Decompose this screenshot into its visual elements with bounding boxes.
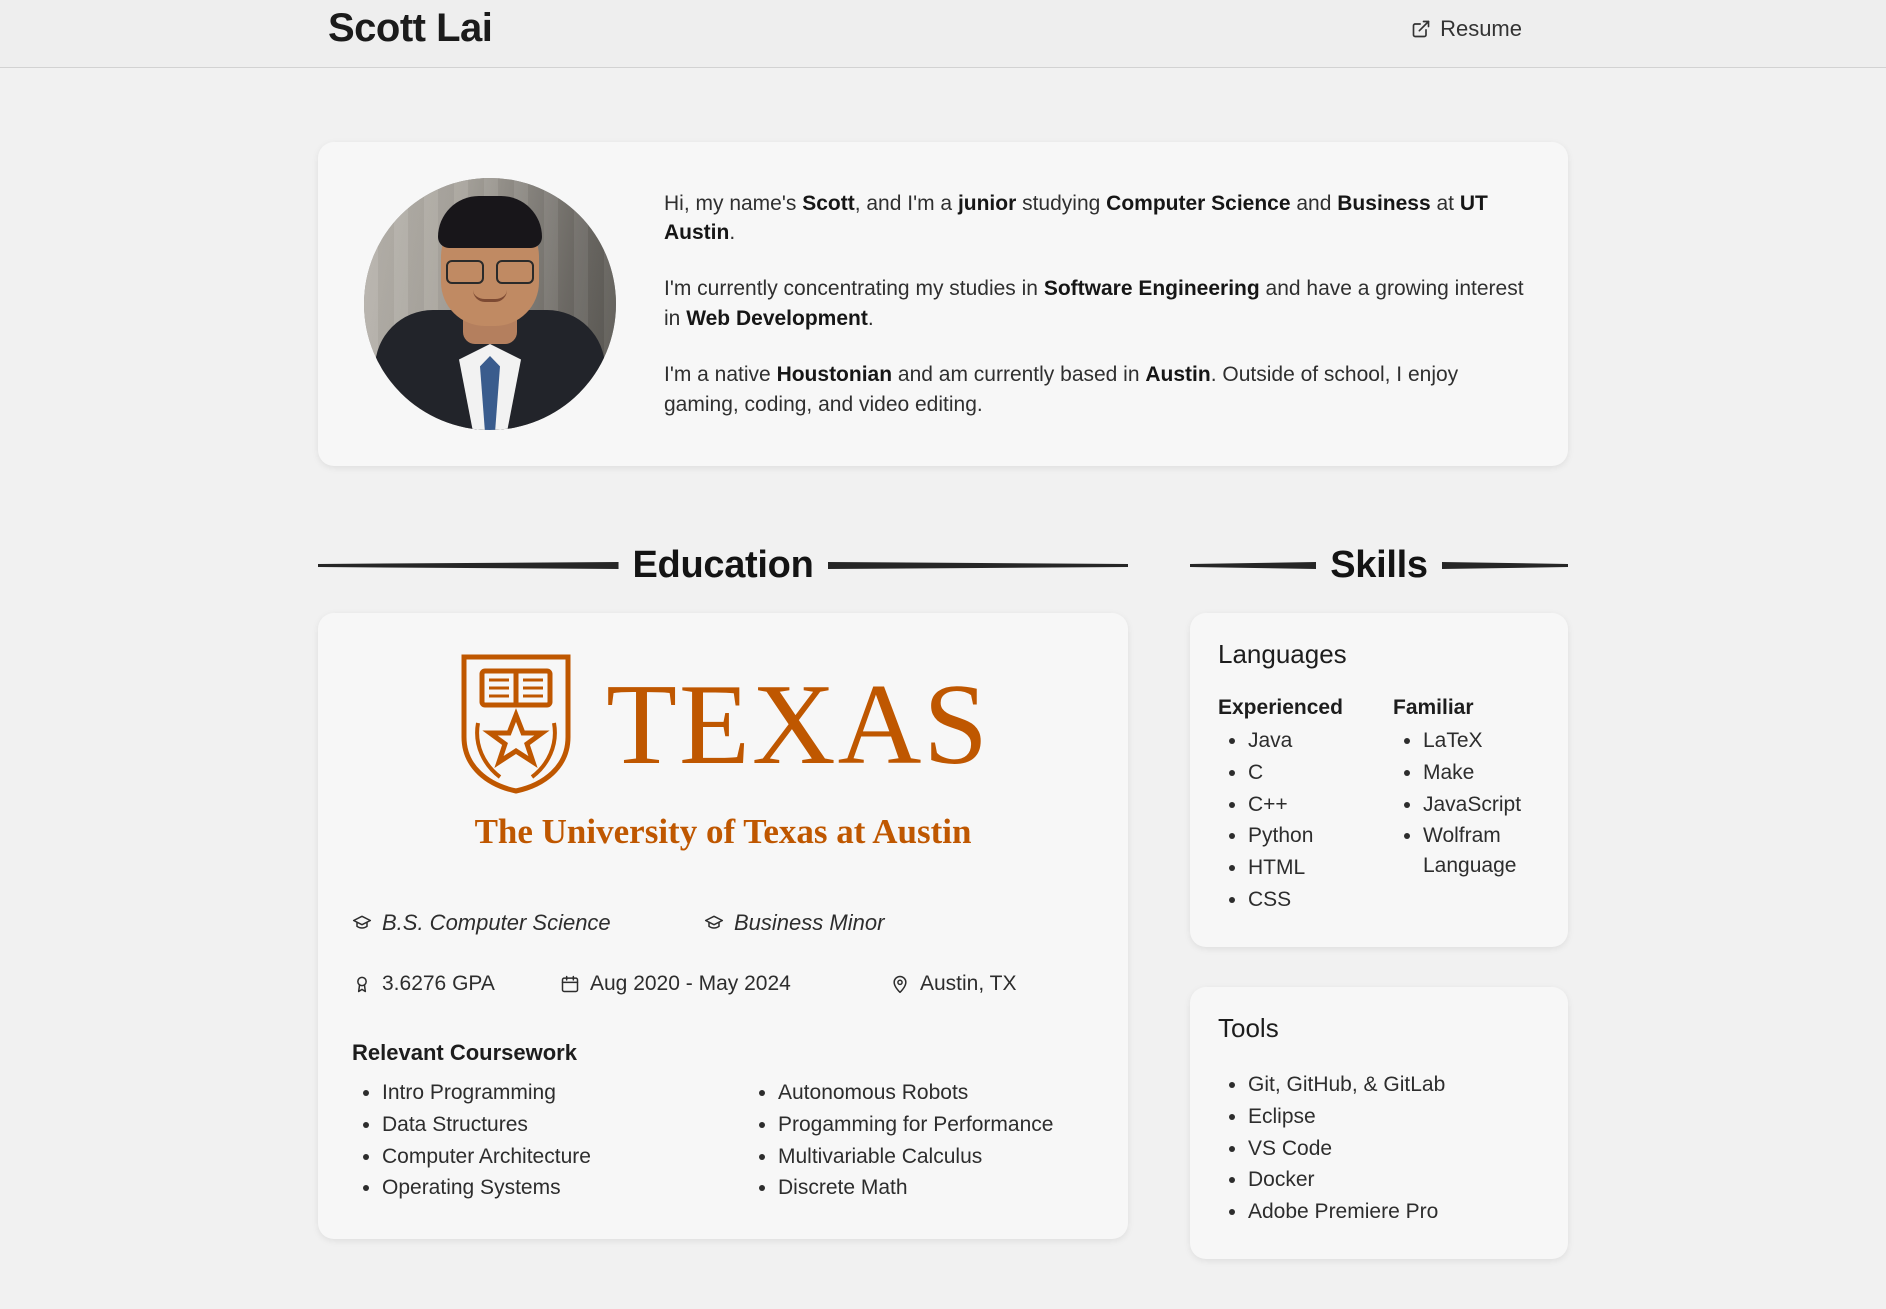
education-heading-text: Education	[632, 544, 814, 586]
tools-title: Tools	[1218, 1012, 1279, 1043]
familiar-title: Familiar	[1393, 696, 1474, 719]
education-meta-row	[352, 972, 1094, 996]
languages-familiar	[1393, 696, 1540, 917]
about-paragraph: I'm a native Houstonian and am currently based in Austin. Outside of school, I enjoy gaming, coding, and video editing.	[664, 362, 1459, 416]
gpa	[352, 972, 560, 996]
coursework-item: • Autonomous Robots	[778, 1078, 1078, 1108]
language-item: • CSS	[1248, 885, 1365, 915]
skills-column	[1190, 544, 1568, 1299]
about-paragraph: I'm currently concentrating my studies in Software Engineering and have a growing interest in Web Development.	[664, 277, 1524, 330]
gpa-label: 3.6276 GPA	[382, 972, 495, 995]
content-columns	[318, 544, 1568, 1299]
education-column	[318, 544, 1128, 1239]
language-item: • JavaScript	[1423, 790, 1540, 820]
languages-experienced	[1218, 696, 1365, 917]
coursework-item: • Intro Programming	[382, 1078, 682, 1108]
coursework-item: • Computer Architecture	[382, 1142, 682, 1172]
ut-shield-icon	[456, 649, 576, 802]
external-link-icon	[1411, 19, 1431, 39]
tools-card	[1190, 987, 1568, 1259]
tool-item: • Docker	[1248, 1165, 1540, 1195]
tool-item: • VS Code	[1248, 1134, 1540, 1164]
about-card	[318, 142, 1568, 466]
degree-major	[352, 910, 704, 936]
language-item: • HTML	[1248, 853, 1365, 883]
coursework-item: • Multivariable Calculus	[778, 1142, 1078, 1172]
calendar-icon	[560, 974, 580, 994]
tool-item: • Adobe Premiere Pro	[1248, 1197, 1540, 1227]
coursework-item: • Data Structures	[382, 1110, 682, 1140]
resume-link-label: Resume	[1440, 16, 1522, 41]
education-section-heading	[318, 544, 1128, 587]
ut-austin-logo	[352, 649, 1094, 802]
degree-major-label: B.S. Computer Science	[382, 910, 611, 935]
education-card	[318, 613, 1128, 1239]
page-title: Scott Lai	[328, 6, 493, 50]
tool-item: • Git, GitHub, & GitLab	[1248, 1070, 1540, 1100]
degree-minor	[704, 910, 884, 936]
coursework-item: • Progamming for Performance	[778, 1110, 1078, 1140]
language-item: • C++	[1248, 790, 1365, 820]
school-subtitle: The University of Texas at Austin	[474, 812, 972, 851]
award-icon	[352, 974, 372, 994]
tool-item: • Eclipse	[1248, 1102, 1540, 1132]
heading-rule-left	[318, 562, 619, 569]
familiar-list	[1393, 726, 1540, 881]
date-range-label: Aug 2020 - May 2024	[590, 972, 791, 995]
coursework-title: Relevant Coursework	[352, 1040, 577, 1065]
date-range	[560, 972, 890, 996]
coursework-item: • Discrete Math	[778, 1173, 1078, 1203]
language-item: • C	[1248, 758, 1365, 788]
resume-link[interactable]	[1411, 16, 1522, 42]
languages-card	[1190, 613, 1568, 947]
experienced-title: Experienced	[1218, 696, 1343, 719]
coursework-list-left	[352, 1078, 682, 1205]
degree-minor-label: Business Minor	[734, 910, 885, 935]
skills-section-heading	[1190, 544, 1568, 587]
language-item: • Make	[1423, 758, 1540, 788]
about-text	[664, 189, 1528, 420]
coursework-list-right	[748, 1078, 1078, 1205]
tools-list	[1218, 1070, 1540, 1227]
languages-columns	[1218, 696, 1540, 917]
language-item: • Java	[1248, 726, 1365, 756]
page-body	[0, 142, 1886, 1309]
coursework-columns	[352, 1072, 1094, 1205]
skills-heading-text: Skills	[1330, 544, 1428, 586]
language-item: • Wolfram Language	[1423, 821, 1540, 881]
heading-rule-left	[1190, 562, 1316, 569]
experienced-list	[1218, 726, 1365, 915]
coursework-item: • Operating Systems	[382, 1173, 682, 1203]
graduation-cap-icon	[352, 913, 372, 933]
degree-row	[352, 910, 1094, 936]
language-item: • LaTeX	[1423, 726, 1540, 756]
language-item: • Python	[1248, 821, 1365, 851]
map-pin-icon	[890, 974, 910, 994]
languages-title: Languages	[1218, 639, 1347, 669]
location	[890, 972, 1017, 996]
location-label: Austin, TX	[920, 972, 1017, 995]
graduation-cap-icon	[704, 913, 724, 933]
heading-rule-right	[828, 562, 1129, 569]
avatar	[364, 178, 616, 430]
about-paragraph: Hi, my name's Scott, and I'm a junior studying Computer Science and Business at UT Austin.	[664, 191, 1488, 245]
heading-rule-right	[1442, 562, 1568, 569]
site-header	[0, 0, 1886, 68]
ut-logo-wordmark: TEXAS	[606, 661, 990, 790]
